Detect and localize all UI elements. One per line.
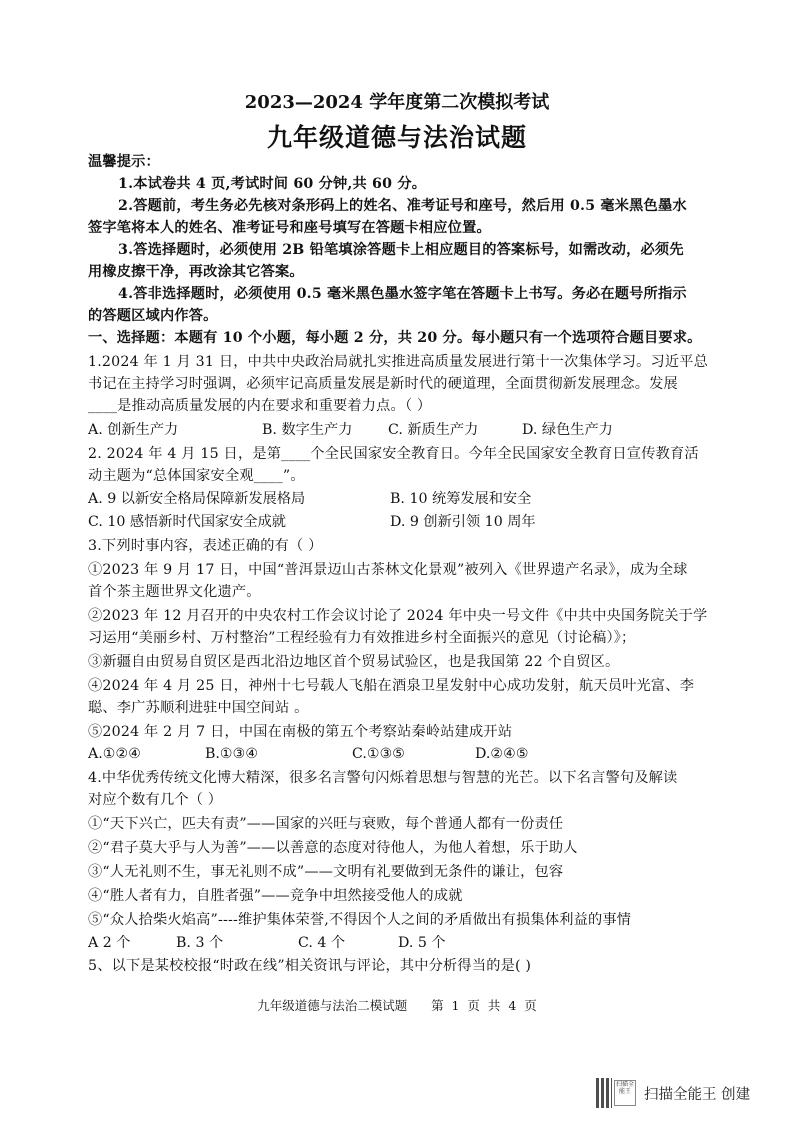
q3-statement-2-line-1: ②2023 年 12 月召开的中央农村工作会议讨论了 2024 年中央一号文件《中共中央国务院关于学	[88, 608, 708, 624]
q3-option-b: B.①③④	[205, 746, 259, 762]
notice-item-3-line-2: 用橡皮擦干净，再改涂其它答案。	[88, 264, 304, 280]
scanner-logo-icon	[596, 1076, 636, 1110]
scanner-watermark	[596, 1076, 750, 1110]
q2-option-d: D. 9 创新引领 10 周年	[390, 514, 536, 530]
qr-code-icon	[596, 1078, 612, 1108]
notice-item-4-line-1: 4.答非选择题时，必须使用 0.5 毫米黑色墨水签字笔在答题卡上书写。务必在题号所指示	[118, 286, 687, 302]
q3-statement-4-line-2: 聪、李广苏顺利进驻中国空间站 。	[88, 700, 309, 716]
q3-statement-5: ⑤2024 年 2 月 7 日，中国在南极的第五个考察站秦岭站建成开站	[88, 724, 513, 740]
q1-stem-line-3: ____是推动高质量发展的内在要求和重要着力点。（ ）	[88, 398, 432, 414]
q4-statement-1: ①“天下兴亡，匹夫有责”——国家的兴旺与衰败，每个普通人都有一份责任	[88, 816, 564, 832]
q1-option-c: C. 新质生产力	[388, 422, 479, 438]
section-1-heading: 一、选择题：本题有 10 个小题，每小题 2 分，共 20 分。每小题只有一个选项符合题目要求。	[88, 330, 702, 346]
q4-option-c: C. 4 个	[298, 935, 346, 951]
q4-statement-4: ④“胜人者有力，自胜者强”——竞争中坦然接受他人的成就	[88, 888, 463, 904]
q3-statement-3: ③新疆自由贸易自贸区是西北沿边地区首个贸易试验区，也是我国第 22 个自贸区。	[88, 654, 620, 670]
q1-option-a: A. 创新生产力	[88, 422, 179, 438]
q1-stem-line-2: 书记在主持学习时强调，必须牢记高质量发展是新时代的硬道理，全面贯彻新发展理念。发展	[88, 376, 678, 392]
q4-statement-3: ③“人无礼则不生，事无礼则不成”——文明有礼要做到无条件的谦让，包容	[88, 864, 564, 880]
scanner-badge: 扫描全能王	[614, 1080, 636, 1106]
subject-title: 九年级道德与法治试题	[266, 123, 527, 152]
q3-option-d: D.②④⑤	[475, 746, 529, 762]
page-footer: 九年级道德与法治二模试题 第 1 页 共 4 页	[257, 998, 537, 1013]
q5-stem: 5、以下是某校校报“时政在线”相关资讯与评论，其中分析得当的是( )	[88, 958, 532, 974]
q3-option-a: A.①②④	[88, 746, 141, 762]
q1-option-d: D. 绿色生产力	[522, 422, 613, 438]
q3-statement-4-line-1: ④2024 年 4 月 25 日，神州十七号载人飞船在酒泉卫星发射中心成功发射，航天员叶光富、李	[88, 678, 695, 694]
q4-stem-line-2: 对应个数有几个（ ）	[88, 792, 223, 808]
notice-item-4-line-2: 的答题区域内作答。	[88, 308, 218, 324]
exam-title: 2023—2024 学年度第二次模拟考试	[244, 92, 550, 113]
q2-option-a: A. 9 以新安全格局保障新发展格局	[88, 491, 306, 507]
q1-stem-line-1: 1.2024 年 1 月 31 日，中共中央政治局就扎实推进高质量发展进行第十一次集体学习。习近平总	[88, 354, 709, 370]
q2-option-b: B. 10 统筹发展和安全	[390, 491, 532, 507]
q3-option-c: C.①③⑤	[352, 746, 406, 762]
scanner-watermark-text: 扫描全能王 创建	[644, 1086, 751, 1103]
q3-statement-2-line-2: 习运用“美丽乡村、万村整治”工程经验有力有效推进乡村全面振兴的意见（讨论稿）》；	[88, 630, 636, 646]
notice-item-1: 1.本试卷共 4 页,考试时间 60 分钟,共 60 分。	[118, 176, 427, 192]
notice-item-2-line-2: 签字笔将本人的姓名、准考证号和座号填写在答题卡相应位置。	[88, 220, 491, 236]
q4-option-d: D. 5 个	[398, 935, 446, 951]
q4-statement-5: ⑤“众人拾柴火焰高”----维护集体荣誉,不得因个人之间的矛盾做出有损集体利益的事情	[88, 912, 632, 928]
q2-stem-line-2: 动主题为“总体国家安全观____”。	[88, 468, 305, 484]
q1-option-b: B. 数字生产力	[262, 422, 353, 438]
q2-option-c: C. 10 感悟新时代国家安全成就	[88, 514, 286, 530]
q4-stem-line-1: 4.中华优秀传统文化博大精深，很多名言警句闪烁着思想与智慧的光芒。以下名言警句及解读	[88, 770, 678, 786]
q3-statement-1-line-2: 首个茶主题世界文化遗产。	[88, 584, 261, 600]
q3-stem: 3.下列时事内容，表述正确的有（ ）	[88, 538, 323, 554]
q3-statement-1-line-1: ①2023 年 9 月 17 日，中国“普洱景迈山古茶林文化景观”被列入《世界遗产名录》，成为全球	[88, 562, 688, 578]
notice-heading: 温馨提示：	[88, 154, 160, 170]
q4-option-a: A 2 个	[88, 935, 131, 951]
q4-statement-2: ②“君子莫大乎与人为善”——以善意的态度对待他人，为他人着想，乐于助人	[88, 840, 578, 856]
q2-stem-line-1: 2. 2024 年 4 月 15 日，是第____个全民国家安全教育日。今年全民国家安全教育日宣传教育活	[88, 446, 699, 462]
notice-item-3-line-1: 3.答选择题时，必须使用 2B 铅笔填涂答题卡上相应题目的答案标号，如需改动，必须先	[118, 242, 684, 258]
notice-item-2-line-1: 2.答题前，考生务必先核对条形码上的姓名、准考证号和座号，然后用 0.5 毫米黑色墨水	[118, 198, 687, 214]
q4-option-b: B. 3 个	[176, 935, 224, 951]
